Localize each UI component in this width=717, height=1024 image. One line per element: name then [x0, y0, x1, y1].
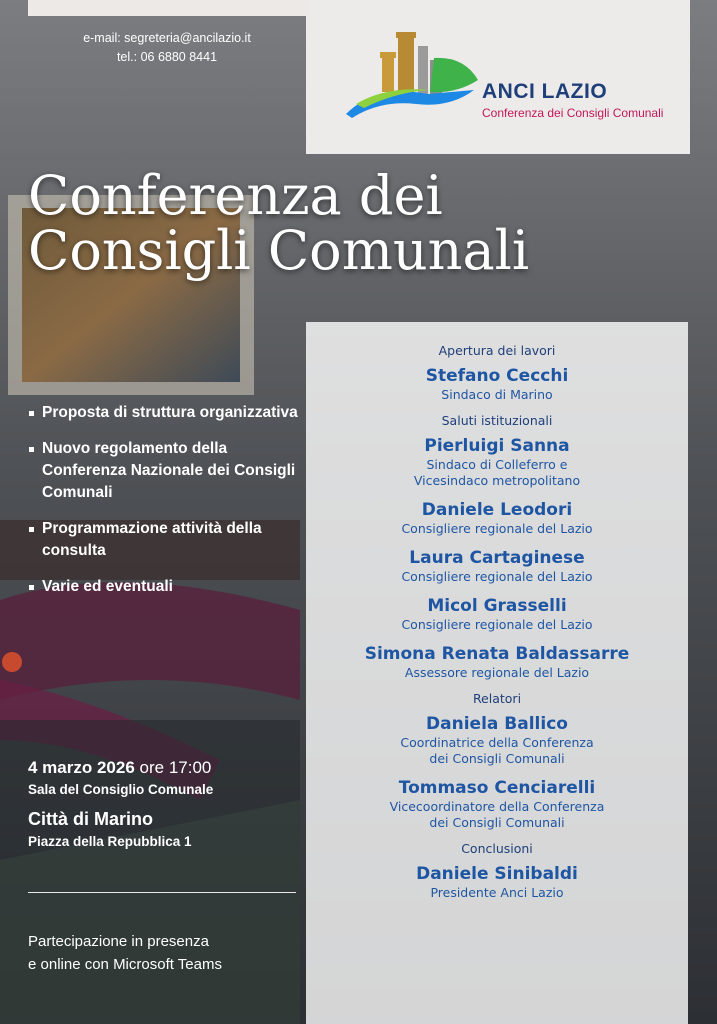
speaker-role: Vicecoordinatore della Conferenza: [389, 799, 605, 814]
agenda-item: Varie ed eventuali: [28, 576, 298, 598]
speaker-name: Stefano Cecchi: [425, 366, 569, 386]
event-city: Città di Marino: [28, 809, 153, 829]
event-venue: Sala del Consiglio Comunale: [28, 782, 214, 797]
agenda-list: [28, 402, 298, 612]
title-line-2: Consigli Comunali: [28, 219, 530, 282]
divider: [28, 892, 296, 893]
event-info: [28, 758, 298, 849]
speaker-role: Presidente Anci Lazio: [430, 885, 564, 900]
contact-email[interactable]: e-mail: segreteria@ancilazio.it: [83, 31, 251, 45]
section-conclusions: Conclusioni: [461, 841, 533, 856]
participation-line-2: e online con Microsoft Teams: [28, 956, 222, 973]
section-greetings: Saluti istituzionali: [441, 413, 553, 428]
speaker-role: Vicesindaco metropolitano: [413, 473, 581, 488]
agenda-item: Nuovo regolamento della Conferenza Nazionale dei Consigli Comunali: [28, 438, 298, 504]
speaker-role: dei Consigli Comunali: [429, 815, 565, 830]
program-list: [306, 343, 688, 901]
speaker-name: Laura Cartaginese: [409, 548, 585, 568]
speaker-name: Daniele Sinibaldi: [416, 864, 578, 884]
event-time: ore 17:00: [139, 758, 212, 777]
speaker-name: Simona Renata Baldassarre: [364, 644, 630, 664]
agenda-item: Programmazione attività della consulta: [28, 518, 298, 562]
speaker-role: Consigliere regionale del Lazio: [401, 569, 593, 584]
speaker-name: Tommaso Cenciarelli: [398, 778, 596, 798]
event-date: 4 marzo 2026: [28, 758, 135, 777]
speaker-name: Micol Grasselli: [427, 596, 567, 616]
speaker-role: Sindaco di Colleferro e: [426, 457, 568, 472]
contact-phone[interactable]: tel.: 06 6880 8441: [116, 50, 218, 64]
event-date-line: [28, 758, 298, 778]
speaker-name: Pierluigi Sanna: [424, 436, 570, 456]
page-title: [28, 164, 530, 282]
section-speakers: Relatori: [472, 691, 522, 706]
speaker-role: Sindaco di Marino: [441, 387, 553, 402]
logo-subtitle: Conferenza dei Consigli Comunali: [482, 106, 664, 120]
agenda-item: Proposta di struttura organizzativa: [28, 402, 298, 424]
section-opening: Apertura dei lavori: [438, 343, 556, 358]
speaker-role: Consigliere regionale del Lazio: [401, 521, 593, 536]
title-line-1: Conferenza dei: [28, 164, 443, 227]
event-address: Piazza della Repubblica 1: [28, 834, 192, 849]
participation-info: [28, 930, 298, 976]
speaker-role: Assessore regionale del Lazio: [404, 665, 590, 680]
speaker-role: Coordinatrice della Conferenza: [400, 735, 594, 750]
participation-line-1: Partecipazione in presenza: [28, 933, 209, 950]
logo-panel: [306, 0, 690, 154]
contact-info: [28, 16, 306, 76]
speaker-role: Consigliere regionale del Lazio: [401, 617, 593, 632]
logo-name: ANCI LAZIO: [482, 80, 608, 103]
speaker-name: Daniela Ballico: [426, 714, 568, 734]
anci-lazio-logo-icon: [346, 30, 482, 126]
speaker-role: dei Consigli Comunali: [429, 751, 565, 766]
speaker-name: Daniele Leodori: [421, 500, 573, 520]
